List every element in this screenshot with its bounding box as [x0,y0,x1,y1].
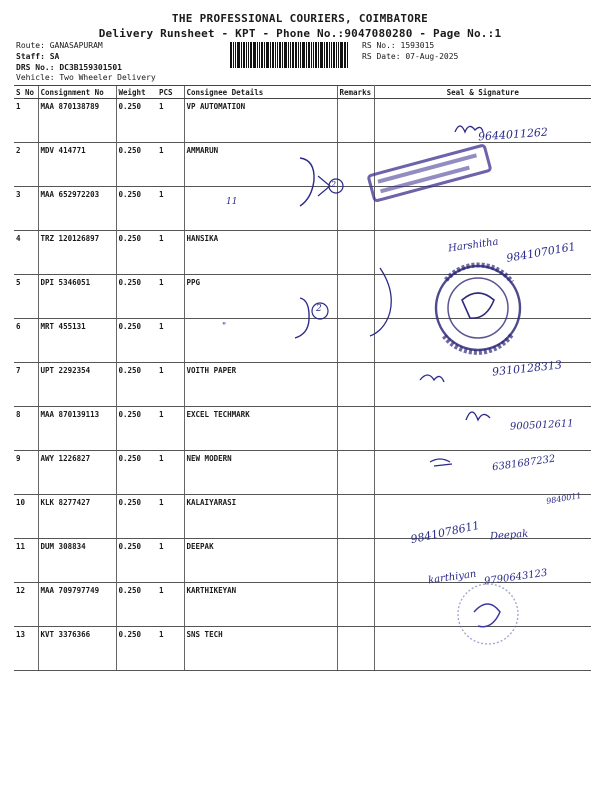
row-weight: 0.250 [116,451,157,495]
row-seal-signature [374,583,591,627]
handwritten-phone: 9841070161 [505,240,577,265]
col-remarks: Remarks [337,86,374,99]
drs-label: DRS No.: DC3B159301501 [16,63,122,72]
barcode-bar [306,42,307,68]
table-row [14,275,591,319]
circled-number: 2 [316,304,322,314]
row-pcs: 1 [157,275,184,319]
row-seal-signature [374,451,591,495]
col-sno: S No [14,86,38,99]
barcode-bar [313,42,314,68]
barcode-bar [308,42,310,68]
row-consignee [184,187,337,231]
row-consignment-no: TRZ 120126897 [38,231,116,275]
row-consignee: EXCEL TECHMARK [184,407,337,451]
row-consignment-no: MAA 652972203 [38,187,116,231]
row-consignment-no: MAA 870139113 [38,407,116,451]
barcode-bar [290,42,291,68]
row-weight: 0.250 [116,627,157,671]
col-pcs: PCS [157,86,184,99]
row-consignment-no: UPT 2292354 [38,363,116,407]
runsheet-title: Delivery Runsheet - KPT - Phone No.:9047080280 - Page No.:1 [98,27,502,40]
handwritten-mark: 11 [226,197,238,207]
barcode-bar [324,42,325,68]
row-weight: 0.250 [116,539,157,583]
row-remarks [337,627,374,671]
barcode-bar [326,42,328,68]
row-sno: 13 [14,627,38,671]
barcode-bar [233,42,234,68]
row-pcs: 1 [157,143,184,187]
handwritten-name: Harshitha [447,236,500,255]
row-remarks [337,583,374,627]
row-consignee: PPG [184,275,337,319]
row-sno: 2 [14,143,38,187]
row-consignment-no: DPI 5346051 [38,275,116,319]
rs-date: RS Date: 07-Aug-2025 [362,52,459,61]
handwritten-phone: 9840011 [545,490,583,507]
row-sno: 7 [14,363,38,407]
row-consignment-no: KLK 8277427 [38,495,116,539]
row-sno: 9 [14,451,38,495]
barcode-bar [298,42,299,68]
row-pcs: 1 [157,363,184,407]
row-weight: 0.250 [116,407,157,451]
row-pcs: 1 [157,231,184,275]
row-remarks [337,451,374,495]
barcode-bar [250,42,252,68]
table-row [14,143,591,187]
col-seal-signature: Seal & Signature [374,86,591,99]
row-seal-signature [374,627,591,671]
barcode-bar [336,42,337,68]
col-consignee: Consignee Details [184,86,337,99]
barcode-bar [246,42,247,68]
row-pcs: 1 [157,407,184,451]
barcode-bar [344,42,346,68]
barcode [230,42,354,68]
row-remarks [337,363,374,407]
col-consignment: Consignment No [38,86,116,99]
barcode-bar [279,42,281,68]
barcode-bar [248,42,249,68]
barcode-bar [266,42,269,68]
barcode-bar [275,42,276,68]
barcode-bar [302,42,305,68]
row-remarks [337,407,374,451]
barcode-bar [331,42,332,68]
barcode-bar [270,42,271,68]
table-row [14,319,591,363]
row-consignee: NEW MODERN [184,451,337,495]
row-weight: 0.250 [116,583,157,627]
handwritten-phone: 9005012611 [509,418,574,433]
row-pcs: 1 [157,627,184,671]
row-consignee: KALAIYARASI [184,495,337,539]
row-seal-signature [374,275,591,319]
row-seal-signature [374,319,591,363]
row-consignment-no: MRT 455131 [38,319,116,363]
row-weight: 0.250 [116,187,157,231]
table-row [14,451,591,495]
row-sno: 8 [14,407,38,451]
row-sno: 11 [14,539,38,583]
barcode-bar [318,42,319,68]
row-sno: 1 [14,99,38,143]
row-remarks [337,539,374,583]
barcode-bar [259,42,260,68]
barcode-bar [235,42,236,68]
table-row [14,627,591,671]
handwritten-phone: 9644011262 [477,125,549,144]
row-remarks [337,275,374,319]
row-remarks [337,99,374,143]
table-row [14,583,591,627]
barcode-bar [315,42,317,68]
row-sno: 3 [14,187,38,231]
row-remarks [337,143,374,187]
row-sno: 12 [14,583,38,627]
handwritten-phone: 9790643123 [483,567,549,588]
row-pcs: 1 [157,99,184,143]
row-weight: 0.250 [116,495,157,539]
table-row [14,187,591,231]
row-pcs: 1 [157,495,184,539]
row-weight: 0.250 [116,231,157,275]
row-consignee: HANSIKA [184,231,337,275]
handwritten-phone: 9310128313 [491,358,563,379]
row-consignment-no: KVT 3376366 [38,627,116,671]
vehicle-label: Vehicle: Two Wheeler Delivery [16,73,156,82]
row-remarks [337,319,374,363]
staff-label: Staff: SA [16,52,60,61]
handwritten-phone: 6381687232 [491,453,557,474]
barcode-bar [230,42,232,68]
row-remarks [337,231,374,275]
barcode-bar [237,42,240,68]
row-seal-signature [374,187,591,231]
row-sno: 10 [14,495,38,539]
barcode-bar [311,42,312,68]
barcode-bar [257,42,258,68]
barcode-bar [333,42,335,68]
barcode-bar [282,42,283,68]
barcode-bar [277,42,278,68]
row-pcs: 1 [157,583,184,627]
circled-number: 2 [331,180,337,189]
col-weight: Weight [116,86,157,99]
row-consignee: VP AUTOMATION [184,99,337,143]
row-weight: 0.250 [116,319,157,363]
row-pcs: 1 [157,319,184,363]
barcode-bar [241,42,242,68]
handwritten-name: karthiyan [427,568,478,587]
row-remarks [337,187,374,231]
row-pcs: 1 [157,539,184,583]
row-pcs: 1 [157,451,184,495]
rs-number: RS No.: 1593015 [362,41,435,50]
barcode-bar [295,42,297,68]
handwritten-phone: 9841078611 [409,518,481,547]
row-sno: 6 [14,319,38,363]
barcode-bar [272,42,274,68]
row-consignment-no: MDV 414771 [38,143,116,187]
handwritten-mark: " [222,322,227,332]
row-consignee: SNS TECH [184,627,337,671]
table-row [14,407,591,451]
barcode-bar [264,42,265,68]
table-header-row [14,86,591,99]
barcode-bar [253,42,256,68]
row-weight: 0.250 [116,363,157,407]
barcode-bar [340,42,343,68]
row-consignee: DEEPAK [184,539,337,583]
row-weight: 0.250 [116,143,157,187]
barcode-bar [288,42,289,68]
row-consignee [184,319,337,363]
handwritten-name: Deepak [489,528,529,543]
row-remarks [337,495,374,539]
row-sno: 4 [14,231,38,275]
route-label: Route: GANASAPURAM [16,41,103,50]
barcode-bar [320,42,323,68]
row-consignment-no: MAA 709797749 [38,583,116,627]
table-row [14,231,591,275]
row-consignee: AMMARUN [184,143,337,187]
barcode-bar [329,42,330,68]
row-pcs: 1 [157,187,184,231]
barcode-bar [243,42,245,68]
barcode-bar [284,42,287,68]
company-title: THE PROFESSIONAL COURIERS, COIMBATORE [171,12,429,25]
barcode-bar [300,42,301,68]
row-consignee: VOITH PAPER [184,363,337,407]
barcode-bar [292,42,294,68]
row-sno: 5 [14,275,38,319]
row-weight: 0.250 [116,99,157,143]
barcode-bar [261,42,263,68]
barcode-bar [338,42,339,68]
barcode-bar [347,42,348,68]
row-consignment-no: MAA 870138789 [38,99,116,143]
row-consignee: KARTHIKEYAN [184,583,337,627]
row-consignment-no: AWY 1226827 [38,451,116,495]
row-seal-signature [374,143,591,187]
row-weight: 0.250 [116,275,157,319]
row-consignment-no: DUM 308834 [38,539,116,583]
